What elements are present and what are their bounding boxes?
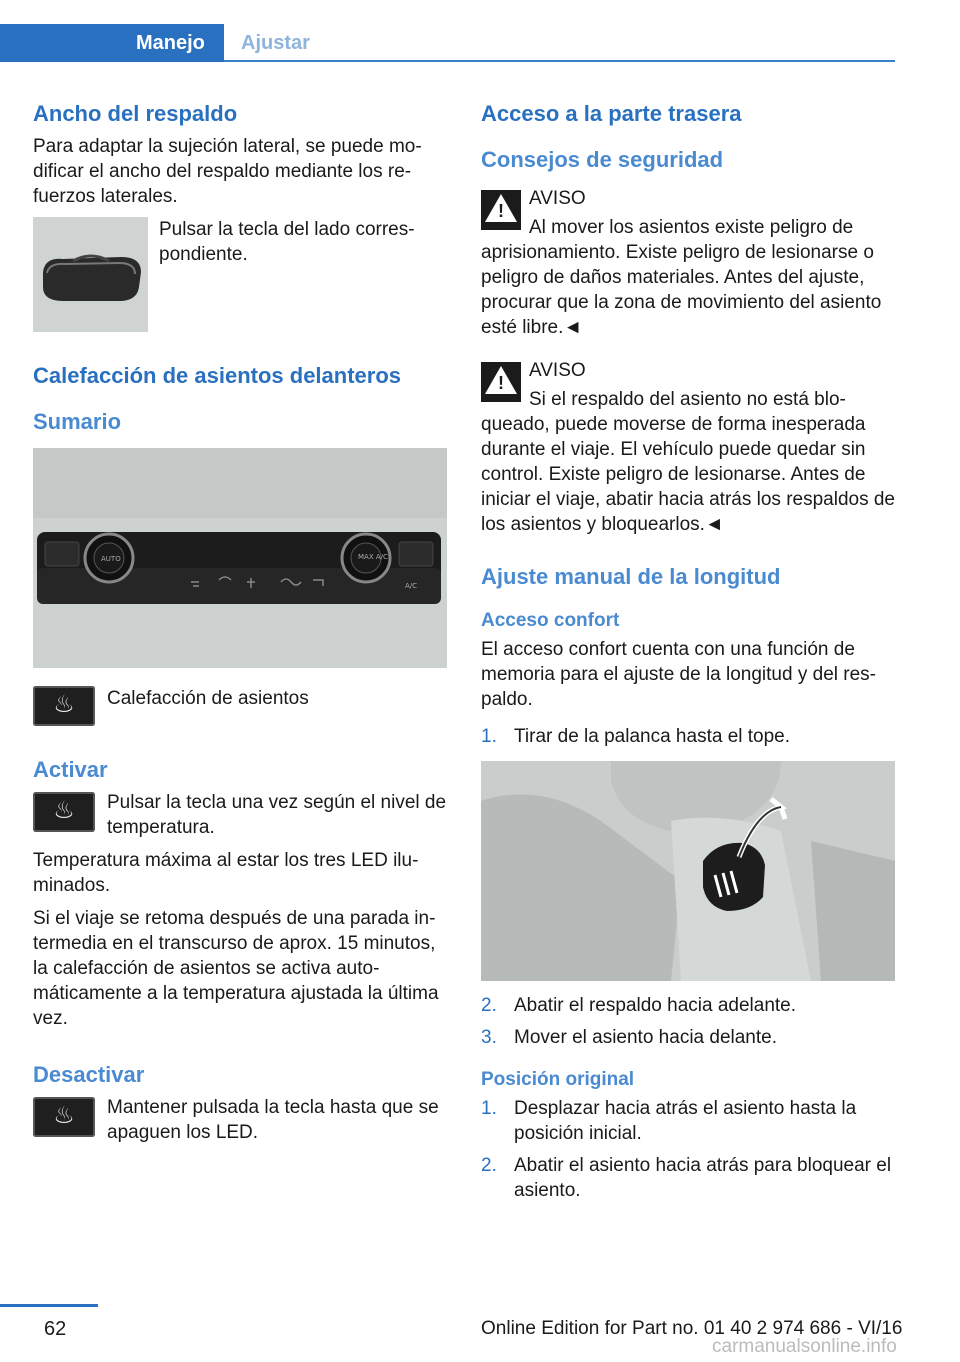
header-tabs <box>0 24 895 62</box>
tab-ajustar[interactable]: Ajustar <box>241 32 310 54</box>
warning-2 <box>481 358 895 537</box>
heading-deactivate: Desactivar <box>33 1062 145 1087</box>
edition-text: Online Edition for Part no. 01 40 2 974 686 - VI/16 <box>481 1318 903 1339</box>
activate-paragraph: Pulsar la tecla una vez según el nivel de temperatura. <box>107 792 447 838</box>
step-item: 2. Abatir el asiento hacia atrás para bloquear el asiento. <box>481 1155 892 1201</box>
page-number: 62 <box>44 1318 67 1340</box>
activate-row <box>33 790 447 840</box>
heading-comfort-access: Acceso confort <box>481 610 620 631</box>
step-item: 1. Tirar de la palanca hasta el tope. <box>481 726 791 747</box>
auto-label: AUTO <box>101 555 121 563</box>
press-key-paragraph: Pulsar la tecla del lado correspondiente. <box>159 219 415 265</box>
heading-activate: Activar <box>33 757 108 782</box>
deactivate-row <box>33 1095 447 1145</box>
heading-backrest-width: Ancho del respaldo <box>33 101 238 126</box>
warning-2-text: Si el respaldo del asiento no está bloqueado, puede moverse de forma inesperada durante el viaje. El vehículo puede quedar sin control. Existe peligro de lesionarse. Antes de iniciar el viaje, abatir hacia atrás los respaldos de los asientos y bloquearlos.◄ <box>481 389 895 535</box>
steps-list-2 <box>481 993 895 1050</box>
lateral-key-block <box>33 217 447 332</box>
left-column <box>33 100 447 1145</box>
warning-1-text: Al mover los asientos existe peligro de aprisionamiento. Existe peligro de lesionarse o peligro de daños materiales. Antes del ajuste, procurar que la zona de movimiento del asiento esté libre.◄ <box>481 217 882 338</box>
seat-heating-label: Calefacción de asientos <box>107 688 309 709</box>
lateral-key-image <box>33 217 148 332</box>
warning-triangle-icon <box>481 362 521 402</box>
right-column <box>481 100 895 1210</box>
seat-lever-illustration <box>481 761 895 981</box>
heading-original-position: Posición original <box>481 1069 635 1090</box>
deactivate-paragraph: Mantener pulsada la tecla hasta que se apaguen los LED. <box>107 1097 439 1143</box>
watermark: carmanualsonline.info <box>712 1336 897 1357</box>
tab-manejo[interactable]: Manejo <box>0 24 224 62</box>
heading-safety: Consejos de seguridad <box>481 147 724 172</box>
comfort-paragraph: El acceso confort cuenta con una función de memoria para el ajuste de la longitud y del respaldo. <box>481 639 876 710</box>
seat-lever-image <box>481 761 895 981</box>
seat-heating-button-icon <box>33 686 95 726</box>
heading-manual-length: Ajuste manual de la longitud <box>481 564 781 589</box>
backrest-paragraph: Para adaptar la sujeción lateral, se puede modificar el ancho del respaldo mediante los refuerzos laterales. <box>33 136 422 207</box>
climate-panel-image <box>33 448 447 668</box>
lateral-key-icon <box>33 217 148 332</box>
steps-list-1 <box>481 724 895 749</box>
footer-rule <box>0 1304 98 1307</box>
max-temp-paragraph: Temperatura máxima al estar los tres LED iluminados. <box>33 850 419 896</box>
seat-heating-deactivate-icon <box>33 1097 95 1137</box>
heading-summary: Sumario <box>33 409 122 434</box>
climate-panel-illustration <box>33 448 447 668</box>
seat-heating-row <box>33 686 447 726</box>
ac-label: A/C <box>405 582 418 590</box>
steps-list-3 <box>481 1096 895 1203</box>
resume-paragraph: Si el viaje se retoma después de una parada intermedia en el transcurso de aprox. 15 minutos, la calefacción de asientos se activa automáticamente a la temperatura ajustada la última vez. <box>33 908 439 1029</box>
heading-seat-heating: Calefacción de asientos delanteros <box>33 363 402 388</box>
seat-heating-activate-icon <box>33 792 95 832</box>
warning-2-title: AVISO <box>529 360 586 381</box>
heading-rear-access: Acceso a la parte trasera <box>481 101 742 126</box>
max-ac-label: MAX A/C <box>358 553 388 561</box>
step-item: 3. Mover el asiento hacia delante. <box>481 1027 777 1048</box>
warning-triangle-icon <box>481 190 521 230</box>
warning-1-title: AVISO <box>529 188 586 209</box>
step-item: 2. Abatir el respaldo hacia adelante. <box>481 995 797 1016</box>
warning-1 <box>481 186 895 340</box>
step-item: 1. Desplazar hacia atrás el asiento hasta la posición inicial. <box>481 1098 857 1144</box>
